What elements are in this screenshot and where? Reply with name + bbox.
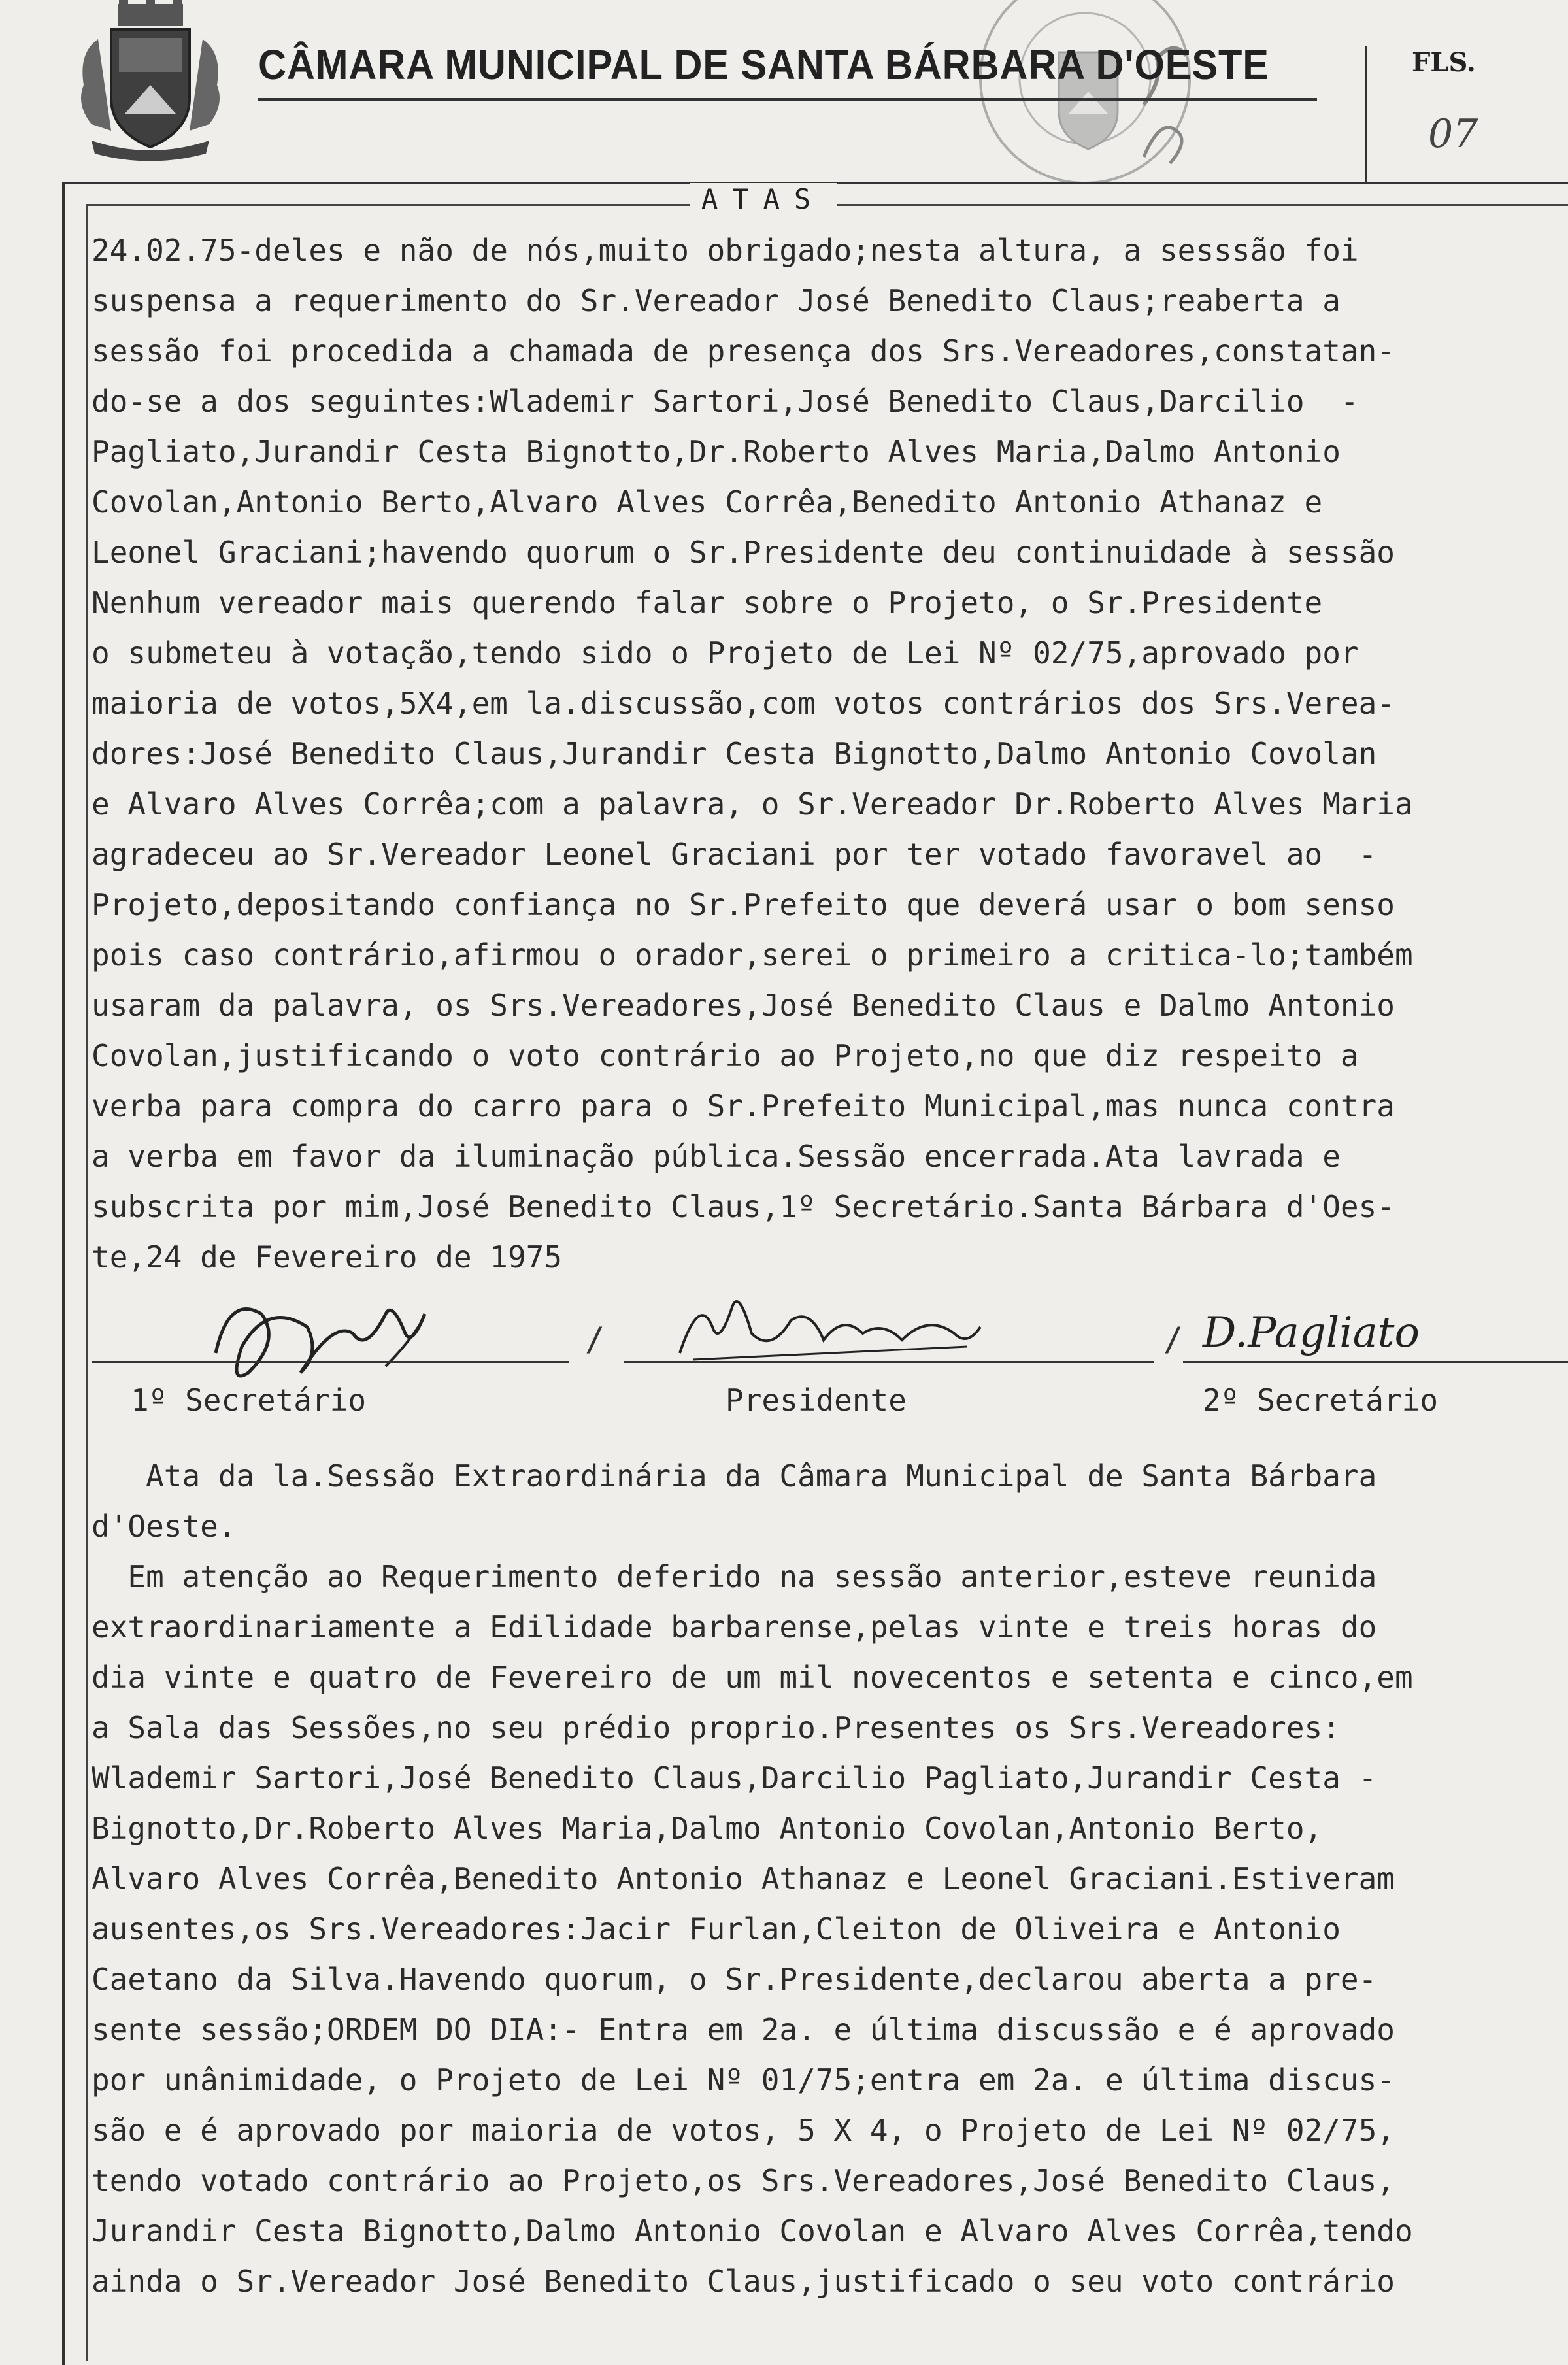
text-line-content: Covolan,justificando o voto contrário ao Projeto,no que diz respeito a [92,1038,1359,1073]
text-line [92,880,1568,930]
text-line [92,1652,1568,1703]
text-line [92,2156,1568,2206]
text-line [92,2005,1568,2055]
text-line [92,779,1568,830]
president-signature [654,1268,993,1373]
text-line [92,1753,1568,1803]
text-line [92,1132,1568,1182]
second-secretary-signature-text: D.Pagliato [1203,1309,1420,1357]
text-line-content: Alvaro Alves Corrêa,Benedito Antonio Athanaz e Leonel Graciani.Estiveram [92,1861,1395,1896]
text-line-content: Jurandir Cesta Bignotto,Dalmo Antonio Covolan e Alvaro Alves Corrêa,tendo [92,2213,1413,2249]
text-line [92,930,1568,981]
text-line [92,1904,1568,1954]
text-line [92,2256,1568,2307]
text-line-content: Caetano da Silva.Havendo quorum, o Sr.Presidente,declarou aberta a pre- [92,1962,1377,1997]
text-line-content: dia vinte e quatro de Fevereiro de um mil novecentos e setenta e cinco,em [92,1660,1413,1695]
text-line-content: Covolan,Antonio Berto,Alvaro Alves Corrêa,Benedito Antonio Athanaz e [92,484,1323,520]
text-line [92,477,1568,528]
municipal-crest-logo [72,0,229,163]
text-line-content: Leonel Graciani;havendo quorum o Sr.Presidente deu continuidade à sessão [92,535,1395,570]
text-line [92,830,1568,880]
text-line-content: Wlademir Sartori,José Benedito Claus,Darcilio Pagliato,Jurandir Cesta - [92,1760,1377,1796]
signature-line-first-secretary [92,1361,569,1363]
text-line [92,1703,1568,1753]
text-line [92,326,1568,377]
text-line-content: pois caso contrário,afirmou o orador,serei o primeiro a critica-lo;também [92,937,1413,973]
second-secretary-label: 2º Secretário [1203,1383,1439,1418]
second-secretary-signature [1190,1281,1425,1373]
text-line [92,2105,1568,2156]
chamber-header-title: CÂMARA MUNICIPAL DE SANTA BÁRBARA D'OESTE [258,41,1269,88]
chamber-seal-stamp [928,0,1203,209]
text-line [92,276,1568,326]
signature-separator: / [585,1320,605,1358]
text-line [92,1501,1568,1552]
first-secretary-label: 1º Secretário [131,1383,367,1418]
text-line-content: suspensa a requerimento do Sr.Vereador José Benedito Claus;reaberta a [92,283,1341,318]
text-line [92,377,1568,427]
text-line [92,226,1568,276]
text-line-content: tendo votado contrário ao Projeto,os Srs.Vereadores,José Benedito Claus, [92,2163,1395,2198]
text-line [92,528,1568,578]
text-line [92,427,1568,477]
text-line-content: o submeteu à votação,tendo sido o Projeto de Lei Nº 02/75,aprovado por [92,635,1359,671]
text-line [92,1602,1568,1652]
header-underline [258,98,1317,101]
text-line-content: extraordinariamente a Edilidade barbarense,pelas vinte e treis horas do [92,1609,1377,1645]
text-line-content: d'Oeste. [92,1509,237,1544]
text-line-content: são e é aprovado por maioria de votos, 5 X 4, o Projeto de Lei Nº 02/75, [92,2113,1395,2148]
text-line [92,1451,1568,1501]
text-line-content: dores:José Benedito Claus,Jurandir Cesta Bignotto,Dalmo Antonio Covolan [92,736,1377,771]
text-line [92,1182,1568,1232]
text-line-content: Nenhum vereador mais querendo falar sobre o Projeto, o Sr.Presidente [92,585,1323,620]
text-line [92,679,1568,729]
text-line [92,1854,1568,1904]
text-line-content: Pagliato,Jurandir Cesta Bignotto,Dr.Roberto Alves Maria,Dalmo Antonio [92,434,1341,469]
text-line [92,981,1568,1031]
text-line-content: 24.02.75-deles e não de nós,muito obrigado;nesta altura, a sesssão foi [92,233,1359,268]
text-line-content: e Alvaro Alves Corrêa;com a palavra, o Sr.Vereador Dr.Roberto Alves Maria [92,786,1413,822]
fls-label: FLS. [1412,47,1476,78]
text-line-content: te,24 de Fevereiro de 1975 [92,1239,563,1275]
text-line-content: ausentes,os Srs.Vereadores:Jacir Furlan,Cleiton de Oliveira e Antonio [92,1911,1341,1947]
text-line-content: Projeto,depositando confiança no Sr.Prefeito que deverá usar o bom senso [92,887,1395,922]
text-line-content: verba para compra do carro para o Sr.Prefeito Municipal,mas nunca contra [92,1088,1395,1124]
signature-line-second-secretary [1183,1361,1568,1363]
section-label-atas: ATAS [690,183,837,215]
text-line-content: maioria de votos,5X4,em la.discussão,com votos contrários dos Srs.Verea- [92,686,1395,721]
text-line-content: sente sessão;ORDEM DO DIA:- Entra em 2a. e última discussão e é aprovado [92,2012,1395,2047]
text-line [92,1031,1568,1081]
text-line-content: a verba em favor da iluminação pública.Sessão encerrada.Ata lavrada e [92,1139,1341,1174]
text-line [92,2055,1568,2105]
text-line [92,1552,1568,1602]
text-line-content: Ata da la.Sessão Extraordinária da Câmara Municipal de Santa Bárbara [92,1458,1377,1494]
president-label: Presidente [726,1383,907,1418]
text-line [92,729,1568,779]
signature-line-president [624,1361,1154,1363]
minutes-body-extraordinary-session [92,1451,1568,2307]
text-line-content: subscrita por mim,José Benedito Claus,1º Secretário.Santa Bárbara d'Oes- [92,1189,1395,1224]
page-number: 07 [1428,111,1478,157]
text-line [92,1803,1568,1854]
text-line-content: usaram da palavra, os Srs.Vereadores,José Benedito Claus e Dalmo Antonio [92,988,1395,1023]
text-line-content: sessão foi procedida a chamada de presença dos Srs.Vereadores,constatan- [92,333,1395,369]
signature-separator: / [1163,1320,1184,1358]
text-line-content: ainda o Sr.Vereador José Benedito Claus,justificado o seu voto contrário [92,2264,1395,2299]
header-divider [1365,46,1367,183]
text-line [92,578,1568,628]
text-line [92,1954,1568,2005]
text-line-content: Em atenção ao Requerimento deferido na sessão anterior,esteve reunida [92,1559,1377,1594]
text-line [92,1081,1568,1132]
text-line-content: do-se a dos seguintes:Wlademir Sartori,José Benedito Claus,Darcilio - [92,384,1359,419]
text-line [92,2206,1568,2256]
text-line-content: por unânimidade, o Projeto de Lei Nº 01/75;entra em 2a. e última discus- [92,2062,1395,2098]
text-line-content: agradeceu ao Sr.Vereador Leonel Graciani por ter votado favoravel ao - [92,837,1377,872]
text-line [92,628,1568,679]
text-line-content: Bignotto,Dr.Roberto Alves Maria,Dalmo Antonio Covolan,Antonio Berto, [92,1811,1323,1846]
text-line-content: a Sala das Sessões,no seu prédio proprio.Presentes os Srs.Vereadores: [92,1710,1341,1745]
minutes-body-first-session [92,226,1568,1283]
